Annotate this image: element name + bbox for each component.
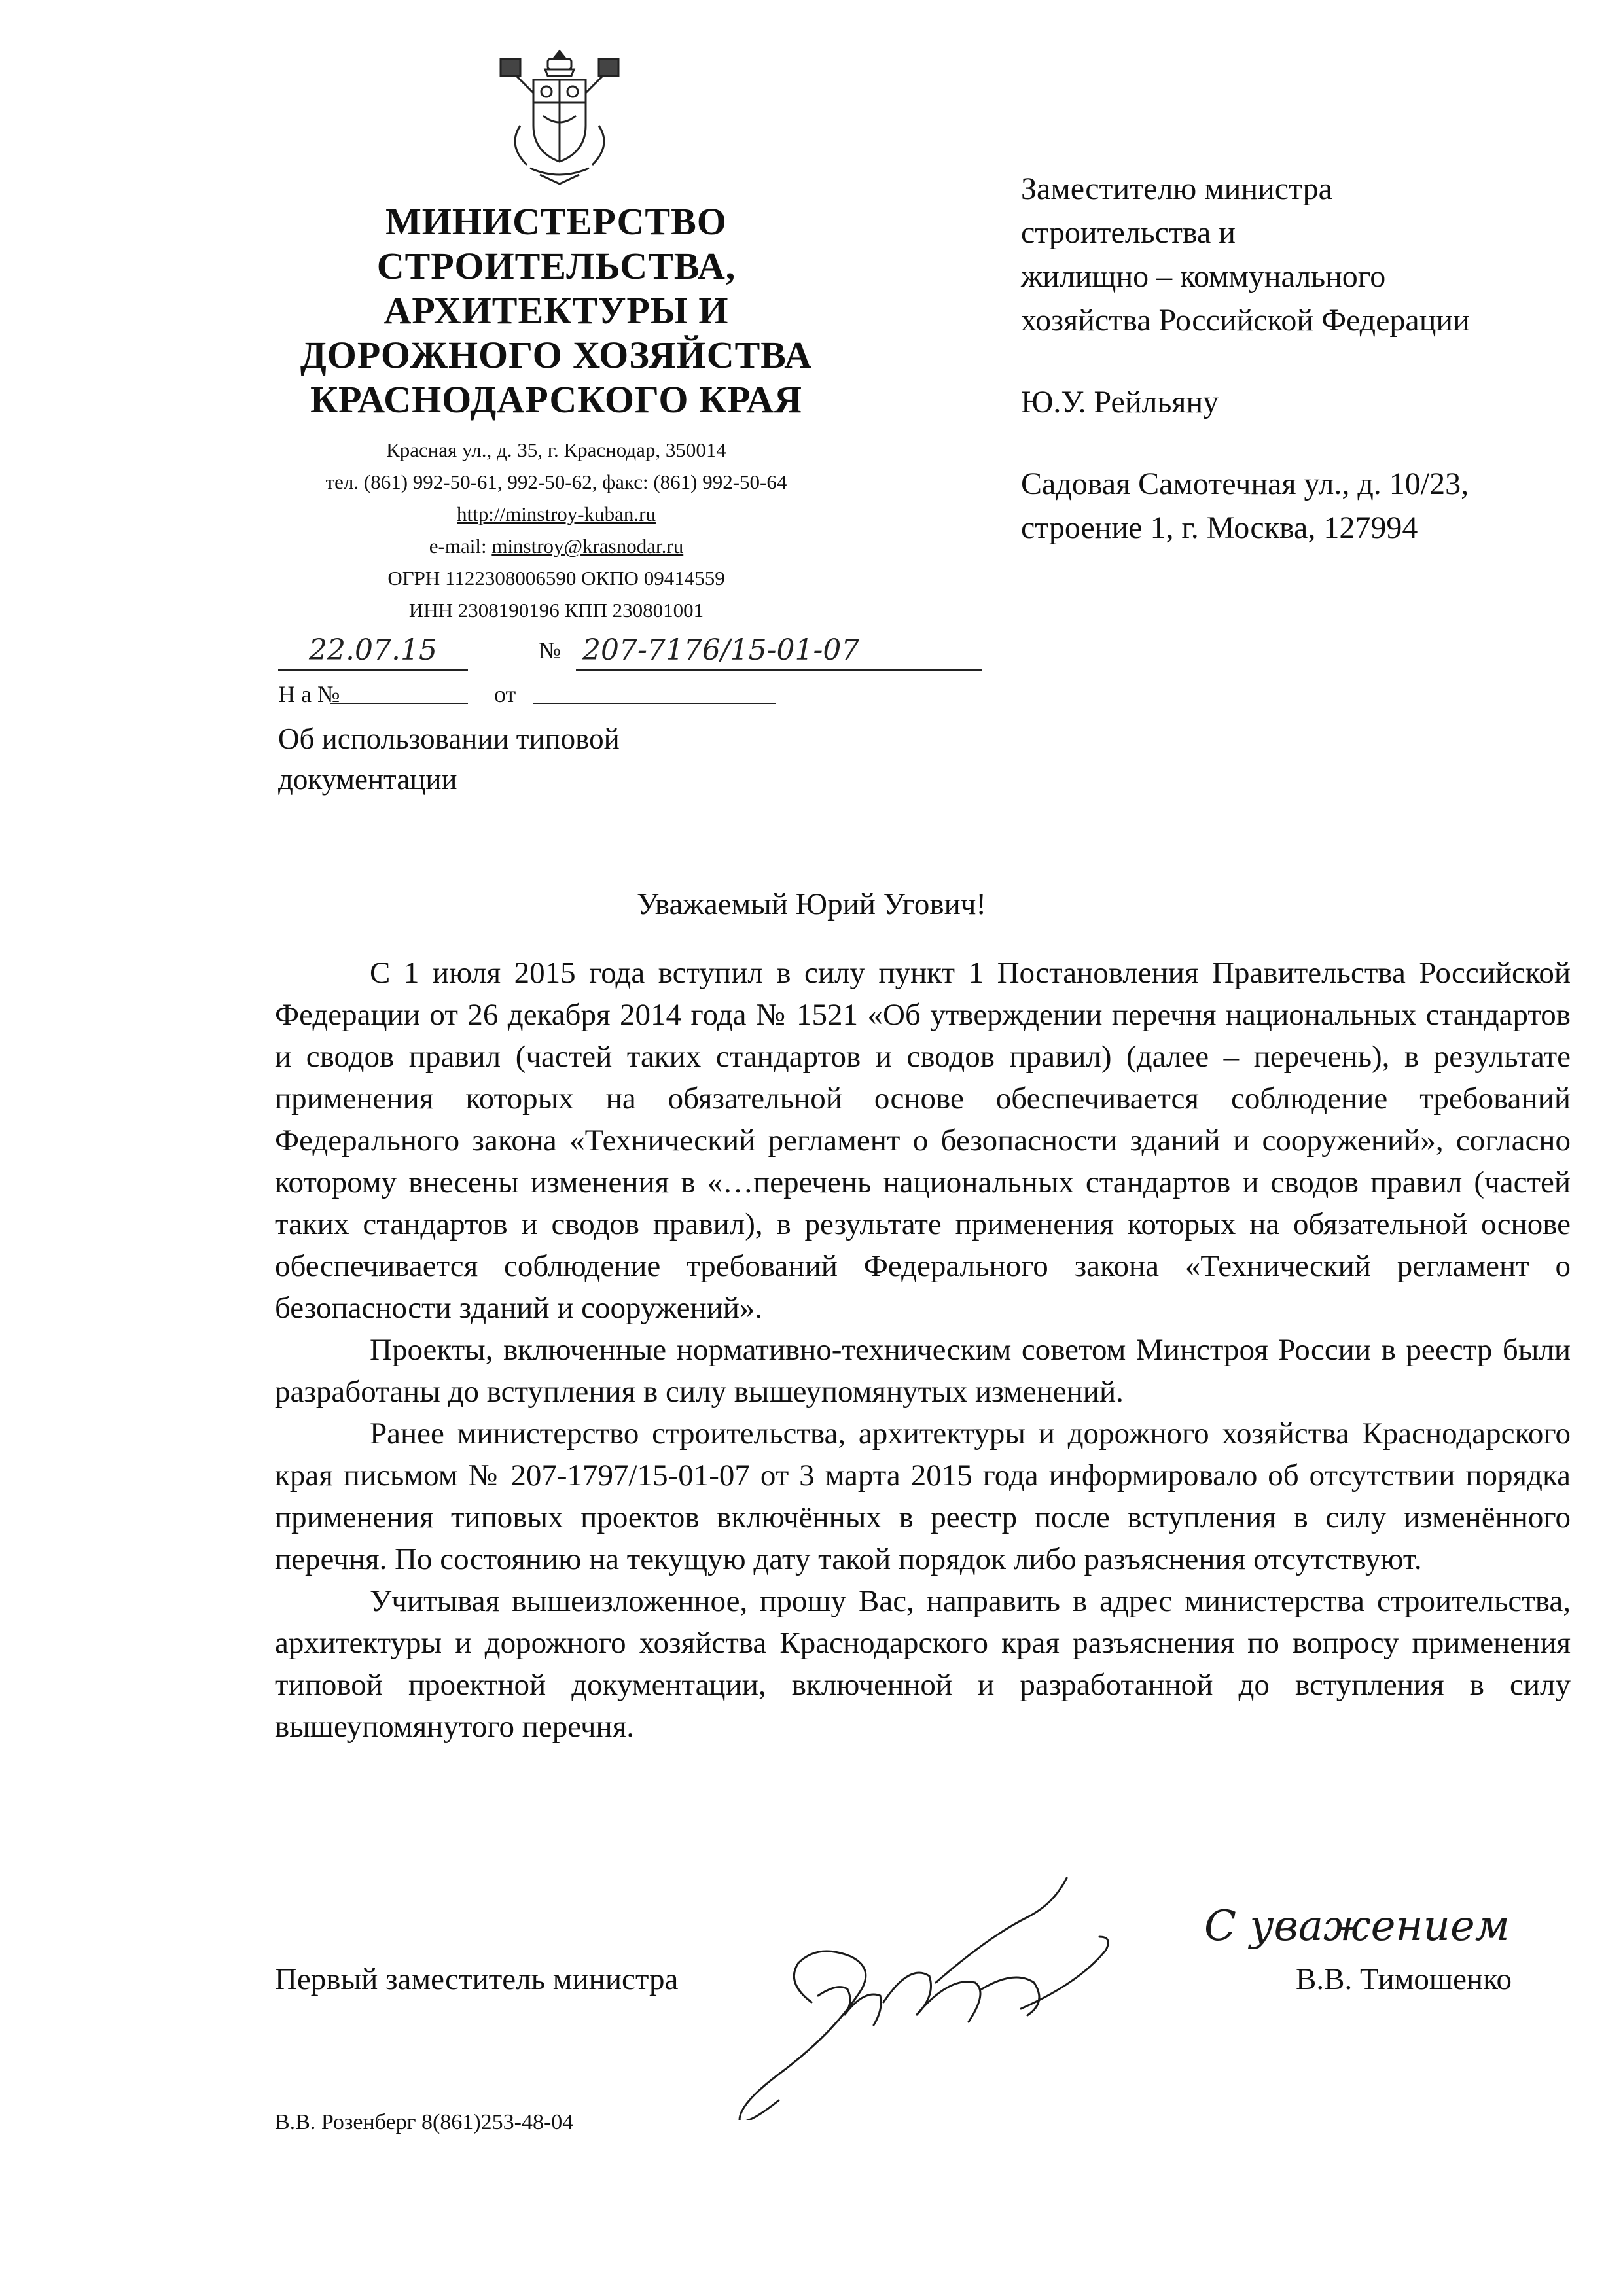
ministry-name-line: МИНИСТЕРСТВО xyxy=(385,200,727,243)
recipient-title-line: Заместителю министра xyxy=(1021,171,1332,206)
reference-number-blank xyxy=(330,703,468,704)
sender-phones: тел. (861) 992-50-61, 992-50-62, факс: (861) 992-50-64 xyxy=(325,470,787,493)
signer-name: В.В. Тимошенко xyxy=(1296,1962,1512,1996)
ministry-name-line: АРХИТЕКТУРЫ И xyxy=(383,289,729,332)
recipient-block xyxy=(1021,167,1584,550)
sender-email-row xyxy=(249,530,864,562)
signer-position: Первый заместитель министра xyxy=(275,1962,679,1996)
outgoing-date: 22.07.15 xyxy=(278,631,468,671)
handwritten-note: С уважением xyxy=(1204,1902,1510,1951)
body-paragraph: Проекты, включенные нормативно-техническим советом Минстроя России в реестр были разработаны до вступления в силу вышеупомянутых изменений. xyxy=(275,1333,1571,1409)
body-paragraph: Учитывая вышеизложенное, прошу Вас, направить в адрес министерства строительства, архитектуры и дорожного хозяйства Краснодарского края разъяснения по вопросу применения типовой проектной документации, включенной и разработанной до вступления в силу вышеупомянутого перечня. xyxy=(275,1584,1571,1744)
sender-address: Красная ул., д. 35, г. Краснодар, 350014 xyxy=(386,438,726,461)
reference-line xyxy=(278,680,841,713)
sender-block xyxy=(249,200,864,626)
number-label: № xyxy=(539,637,562,663)
recipient-title-line: хозяйства Российской Федерации xyxy=(1021,303,1470,338)
reference-date-blank xyxy=(533,703,776,704)
outgoing-number: 207-7176/15-01-07 xyxy=(576,631,982,671)
ministry-name-line: КРАСНОДАРСКОГО КРАЯ xyxy=(310,378,802,421)
registration-line xyxy=(278,631,998,677)
sender-website-link[interactable]: http://minstroy-kuban.ru xyxy=(457,503,656,525)
subject-line: документации xyxy=(278,763,457,796)
recipient-address-line: Садовая Самотечная ул., д. 10/23, xyxy=(1021,467,1469,501)
body-paragraph: Ранее министерство строительства, архитектуры и дорожного хозяйства Краснодарского края письмом № 207-1797/15-01-07 от 3 марта 2015 года информировало об отсутствии порядка применения типовых проектов включённых в реестр после вступления в силу изменённого перечня. По состоянию на текущую дату такой порядок либо разъяснения отсутствуют. xyxy=(275,1417,1571,1576)
ministry-name-line: ДОРОЖНОГО ХОЗЯЙСТВА xyxy=(300,334,813,376)
recipient-title-line: жилищно – коммунального xyxy=(1021,259,1386,294)
sender-inn-kpp: ИНН 2308190196 КПП 230801001 xyxy=(408,599,704,622)
subject-line: Об использовании типовой xyxy=(278,722,620,755)
recipient-address-line: строение 1, г. Москва, 127994 xyxy=(1021,510,1418,545)
ministry-name-line: СТРОИТЕЛЬСТВА, xyxy=(376,245,736,287)
recipient-name: Ю.У. Рейльяну xyxy=(1021,385,1219,419)
sender-ogrn-okpo: ОГРН 1122308006590 ОКПО 09414559 xyxy=(387,567,725,590)
body-paragraph: С 1 июля 2015 года вступил в силу пункт 1 Постановления Правительства Российской Федерации от 26 декабря 2014 года № 1521 «Об утверждении перечня национальных стандартов и сводов правил (частей таких стандартов и сводов правил) (далее – перечень), в результате применения которых на обязательной основе обеспечивается соблюдение требований Федерального закона «Технический регламент о безопасности зданий и сооружений», согласно которому внесены изменения в «…перечень национальных стандартов и сводов правил (частей таких стандартов и сводов правил), в результате применения которых на обязательной основе обеспечивается соблюдение требований Федерального закона «Технический регламент о безопасности зданий и сооружений». xyxy=(275,956,1571,1325)
coat-of-arms-icon xyxy=(494,47,625,188)
letter-body xyxy=(275,952,1571,1748)
reference-label: Н а № xyxy=(278,681,340,707)
sender-email-link[interactable]: minstroy@krasnodar.ru xyxy=(491,535,684,557)
executor-contact: В.В. Розенберг 8(861)253-48-04 xyxy=(275,2110,574,2134)
email-label: e-mail: xyxy=(429,535,492,557)
letter-subject xyxy=(278,718,815,800)
recipient-title-line: строительства и xyxy=(1021,215,1236,250)
reference-from-label: от xyxy=(494,681,516,707)
salutation: Уважаемый Юрий Угович! xyxy=(636,887,987,921)
